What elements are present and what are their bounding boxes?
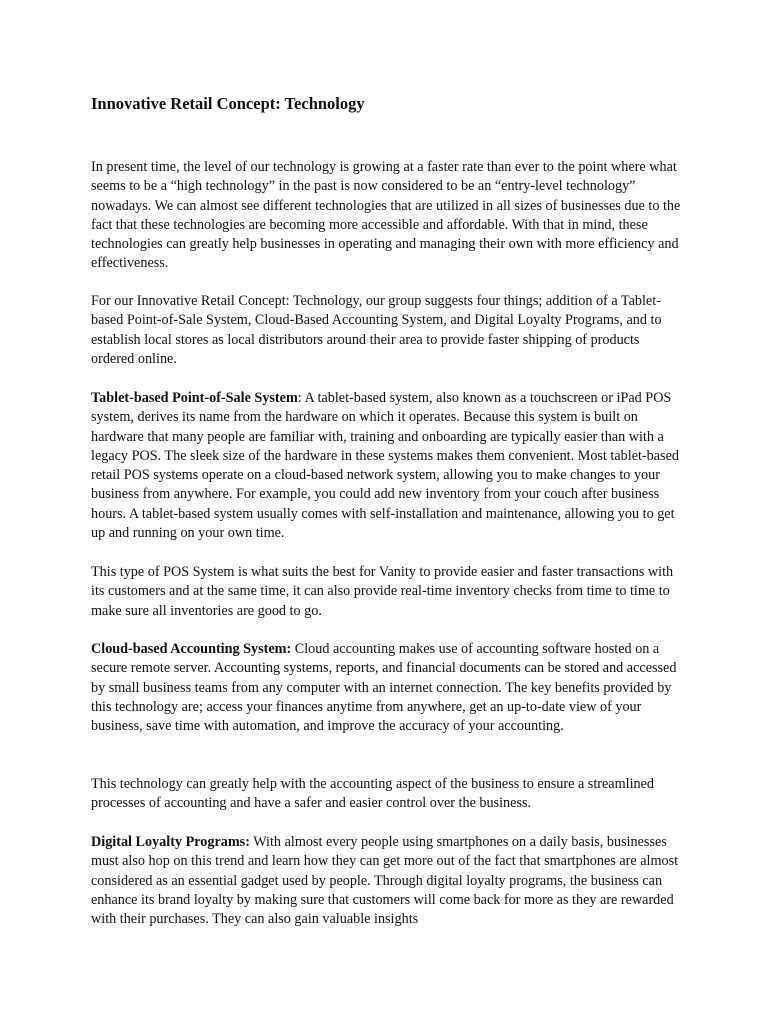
paragraph-intro-text: In present time, the level of our technology is growing at a faster rate than ever to the point where what seems to be a “high technology” in the past is now considered to be an “entry-level technology” nowadays. We can almost see different technologies that are utilized in all sizes of businesses due to the fact that these technologies are becoming more accessible and affordable. With that in mind, these technologies can greatly help businesses in operating and managing their own with more efficiency and effectiveness.: [91, 159, 681, 272]
paragraph-tablet-pos-text: : A tablet-based system, also known as a touchscreen or iPad POS system, derives its name from the hardware on which it operates. Because this system is built on hardware that many people are familiar with, training and onboarding are typically easier than with a legacy POS. The sleek size of the hardware in these systems makes them convenient. Most tablet-based retail POS systems operate on a cloud-based network system, allowing you to make changes to your business from anywhere. For example, you could add new inventory from your couch after business hours. A tablet-based system usually comes with self-installation and maintenance, allowing you to get up and running on your own time.: [91, 390, 679, 542]
section-heading-cloud-accounting: Cloud-based Accounting System:: [91, 641, 292, 657]
document-title: Innovative Retail Concept: Technology: [91, 94, 365, 113]
paragraph-pos-vanity-text: This type of POS System is what suits the best for Vanity to provide easier and faster transactions with its customers and at the same time, it can also provide real-time inventory checks from time to time to make sure all inventories are good to go.: [91, 564, 674, 619]
paragraph-tablet-pos: [91, 389, 681, 543]
section-heading-digital-loyalty: Digital Loyalty Programs:: [91, 834, 250, 850]
paragraph-cloud-accounting: [91, 640, 681, 736]
paragraph-overview-text: For our Innovative Retail Concept: Technology, our group suggests four things; addition of a Tablet-based Point-of-Sale System, Cloud-Based Accounting System, and Digital Loyalty Programs, and to establish local stores as local distributors around their area to provide faster shipping of products ordered online.: [91, 293, 662, 367]
paragraph-intro: [91, 158, 681, 274]
paragraph-accounting-benefit: [91, 775, 681, 814]
paragraph-overview: [91, 292, 681, 369]
paragraph-digital-loyalty-text: With almost every people using smartphones on a daily basis, businesses must also hop on this trend and learn how they can get more out of the fact that smartphones are almost considered as an essential gadget used by people. Through digital loyalty programs, the business can enhance its brand loyalty by making sure that customers will come back for more as they are rewarded with their purchases. They can also gain valuable insights: [91, 834, 679, 928]
paragraph-cloud-accounting-text: Cloud accounting makes use of accounting software hosted on a secure remote server. Accounting systems, reports, and financial documents can be stored and accessed by small business teams from any computer with an internet connection. The key benefits provided by this technology are; access your finances anytime from anywhere, get an up-to-date view of your business, save time with automation, and improve the accuracy of your accounting.: [91, 641, 677, 735]
paragraph-pos-vanity: [91, 563, 681, 621]
paragraph-digital-loyalty: [91, 833, 681, 929]
section-heading-tablet-pos: Tablet-based Point-of-Sale System: [91, 390, 298, 406]
paragraph-accounting-benefit-text: This technology can greatly help with the accounting aspect of the business to ensure a streamlined processes of accounting and have a safer and easier control over the business.: [91, 776, 654, 812]
